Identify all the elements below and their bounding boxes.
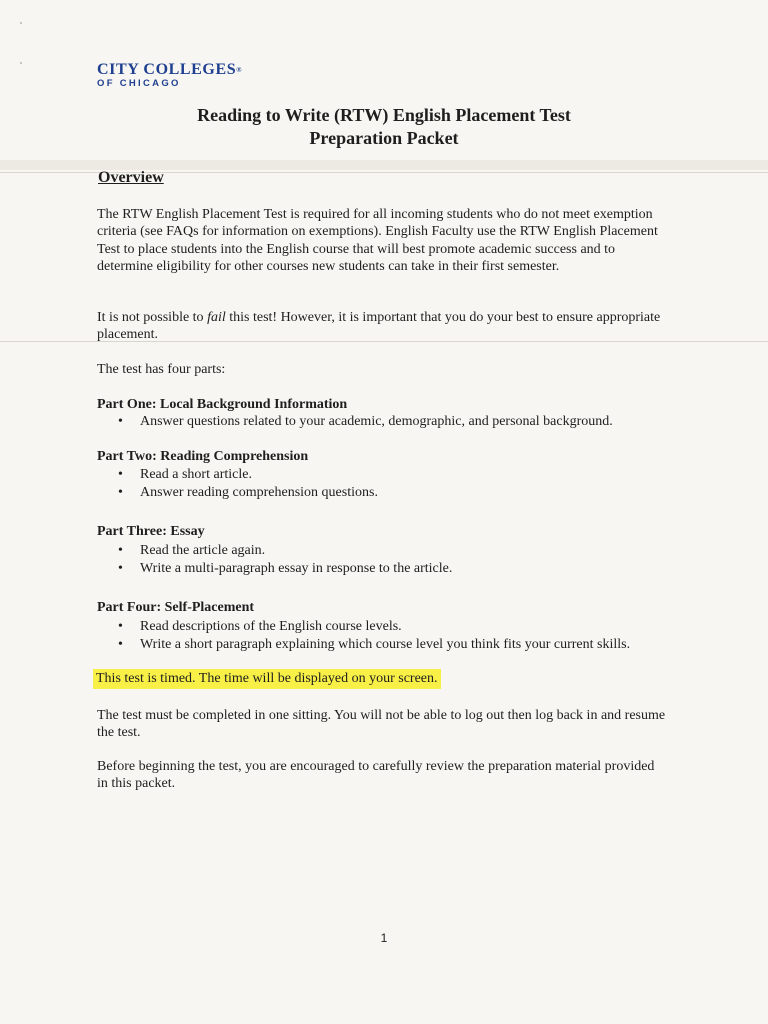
part-one-heading: Part One: Local Background Information: [97, 397, 348, 412]
scan-speck: [20, 22, 22, 24]
overview-heading: Overview: [98, 169, 164, 186]
list-item: • Write a short paragraph explaining which course level you think fits your current skills.: [97, 636, 630, 654]
part-four-list: [97, 618, 630, 654]
review-note-paragraph: Before beginning the test, you are encouraged to carefully review the preparation material provided in this packet.: [97, 759, 655, 792]
list-item: • Read descriptions of the English course levels.: [97, 618, 630, 636]
part-three-heading: Part Three: Essay: [97, 524, 205, 539]
list-item: • Write a multi-paragraph essay in response to the article.: [97, 560, 452, 578]
scan-speck: [20, 62, 22, 64]
part-two-list: [97, 466, 378, 502]
logo-main-text: CITY COLLEGES®: [97, 61, 243, 78]
fail-note-paragraph: It is not possible to fail this test! However, it is important that you do your best to ensure appropriate placement.: [97, 310, 661, 343]
part-two-heading: Part Two: Reading Comprehension: [97, 449, 309, 464]
list-item: • Read a short article.: [97, 466, 378, 484]
document-title-line2: Preparation Packet: [309, 128, 459, 148]
part-four-heading: Part Four: Self-Placement: [97, 600, 255, 615]
list-item: • Answer reading comprehension questions.: [97, 484, 378, 502]
page-number: 1: [380, 931, 388, 945]
timed-note: [93, 669, 441, 689]
sitting-note-paragraph: The test must be completed in one sitting. You will not be able to log out then log back in and resume the test.: [97, 708, 666, 741]
logo-sub-text: OF CHICAGO: [97, 78, 181, 89]
city-colleges-logo: [97, 61, 242, 89]
part-one-list: [97, 413, 613, 431]
list-item: • Answer questions related to your academic, demographic, and personal background.: [97, 413, 613, 431]
part-three-list: [97, 542, 452, 578]
list-item: • Read the article again.: [97, 542, 452, 560]
timed-note-highlight: This test is timed. The time will be displayed on your screen.: [93, 669, 441, 689]
parts-intro: The test has four parts:: [97, 362, 226, 377]
document-title-line1: Reading to Write (RTW) English Placement Test: [197, 105, 571, 125]
intro-paragraph: The RTW English Placement Test is required for all incoming students who do not meet exemption criteria (see FAQs for information on exemptions). English Faculty use the RTW English Placement Test to place students into the English course that will best promote academic success and to determine eligibility for other courses new students can take in their first semester.: [97, 207, 658, 274]
